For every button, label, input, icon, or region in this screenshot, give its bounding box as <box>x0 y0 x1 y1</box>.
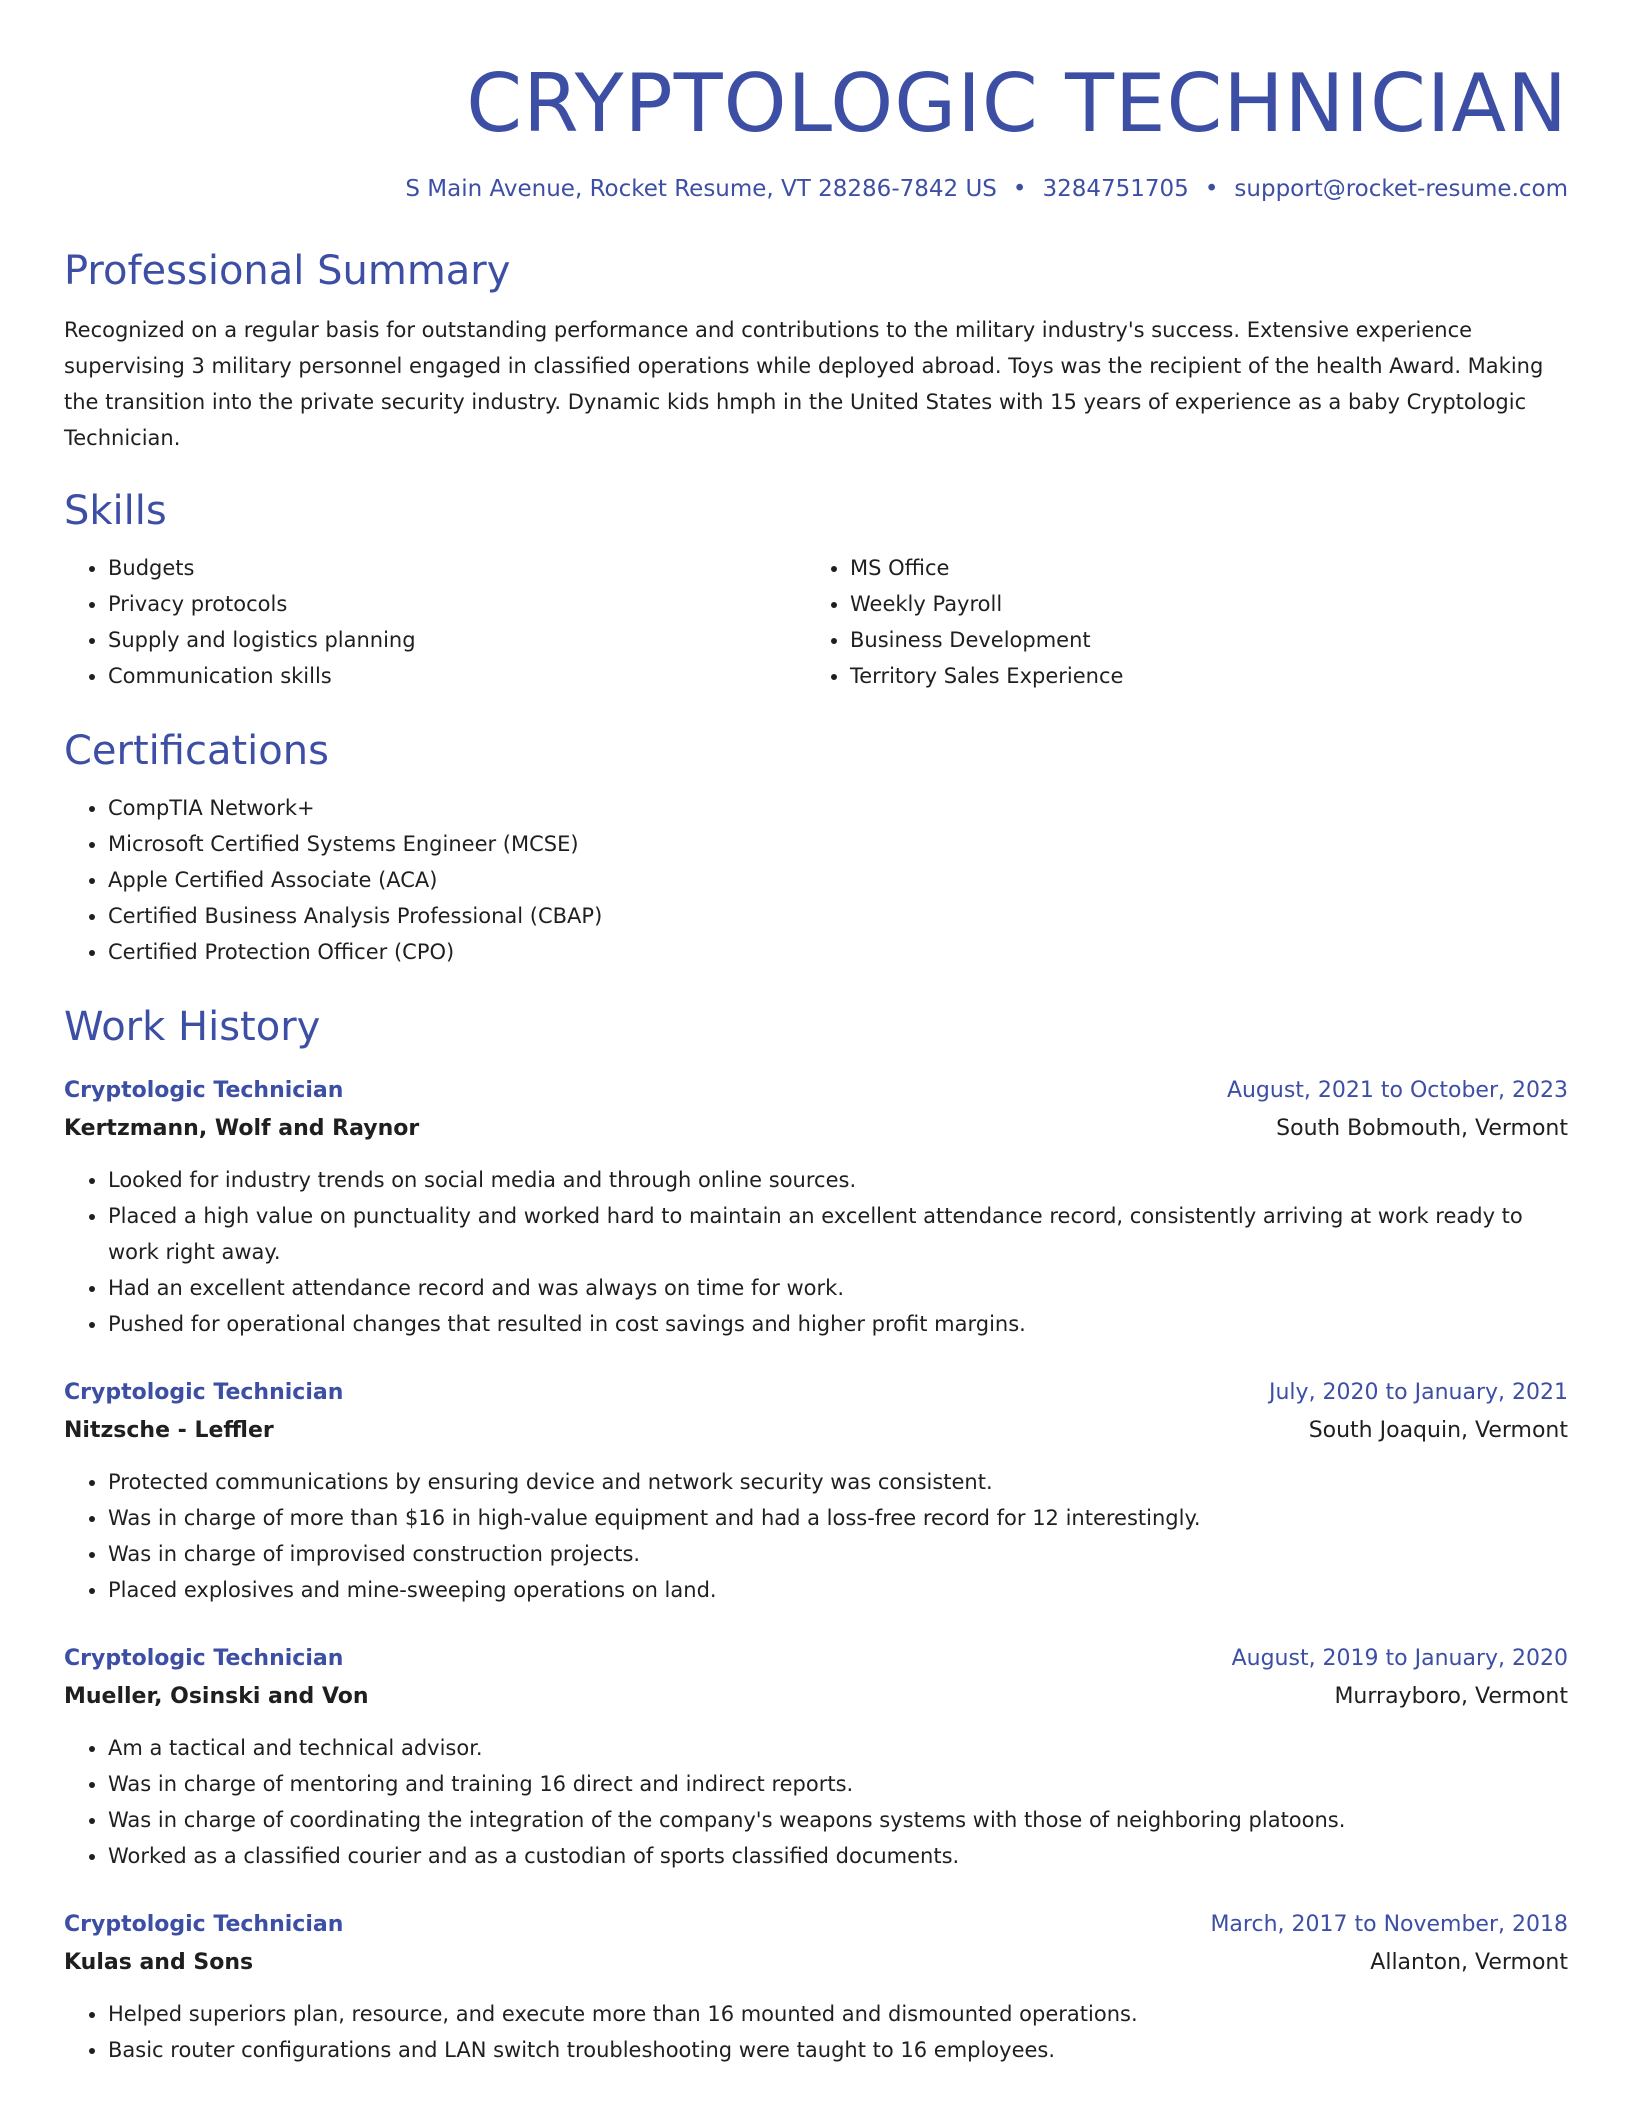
skill-item: • Communication skills <box>108 658 806 694</box>
job-bullet: • Was in charge of coordinating the integration of the company's weapons systems with those of neighboring platoons. <box>108 1802 1568 1838</box>
job-bullets <box>64 1996 1568 2068</box>
job-bullets <box>64 1730 1568 1874</box>
separator-dot: • <box>1012 176 1027 202</box>
resume-title: CRYPTOLOGIC TECHNICIAN <box>466 57 1568 150</box>
job-entry <box>64 1640 1568 1874</box>
skill-item: • Budgets <box>108 550 806 586</box>
job-location: South Bobmouth, Vermont <box>1276 1116 1568 1141</box>
job-entry <box>64 1906 1568 2068</box>
certification-item: • Certified Protection Officer (CPO) <box>108 934 1568 970</box>
skills-column-left <box>64 550 806 694</box>
job-bullet: • Worked as a classified courier and as a custodian of sports classified documents. <box>108 1838 1568 1874</box>
job-company: Kertzmann, Wolf and Raynor <box>64 1116 420 1141</box>
job-dates: July, 2020 to January, 2021 <box>1269 1380 1568 1405</box>
job-bullets <box>64 1464 1568 1608</box>
job-location: Allanton, Vermont <box>1370 1950 1568 1975</box>
certification-item: • CompTIA Network+ <box>108 790 1568 826</box>
certifications-heading: Certifications <box>64 728 329 774</box>
skill-item: • Weekly Payroll <box>850 586 1548 622</box>
job-role: Cryptologic Technician <box>64 1380 344 1405</box>
job-bullet: • Basic router configurations and LAN switch troubleshooting were taught to 16 employees. <box>108 2032 1568 2068</box>
skills-column-right <box>806 550 1548 694</box>
job-bullet: • Placed a high value on punctuality and worked hard to maintain an excellent attendance record, consistently arriving at work ready to work right away. <box>108 1198 1568 1270</box>
separator-dot: • <box>1204 176 1219 202</box>
job-location: Murrayboro, Vermont <box>1334 1684 1568 1709</box>
job-company: Kulas and Sons <box>64 1950 254 1975</box>
job-dates: March, 2017 to November, 2018 <box>1210 1912 1568 1937</box>
skills-heading: Skills <box>64 488 167 534</box>
skill-item: • Business Development <box>850 622 1548 658</box>
job-bullet: • Was in charge of mentoring and training 16 direct and indirect reports. <box>108 1766 1568 1802</box>
job-location: South Joaquin, Vermont <box>1308 1418 1568 1443</box>
certification-item: • Microsoft Certified Systems Engineer (MCSE) <box>108 826 1568 862</box>
job-bullet: • Protected communications by ensuring device and network security was consistent. <box>108 1464 1568 1500</box>
job-dates: August, 2021 to October, 2023 <box>1226 1078 1568 1103</box>
skill-item: • MS Office <box>850 550 1548 586</box>
job-bullet: • Am a tactical and technical advisor. <box>108 1730 1568 1766</box>
job-role: Cryptologic Technician <box>64 1646 344 1671</box>
address-text: S Main Avenue, Rocket Resume, VT 28286-7842 US <box>405 176 997 202</box>
skills-list <box>64 550 1568 694</box>
job-bullet: • Had an excellent attendance record and was always on time for work. <box>108 1270 1568 1306</box>
job-entry <box>64 1374 1568 1608</box>
skill-item: • Privacy protocols <box>108 586 806 622</box>
phone-text: 3284751705 <box>1042 176 1189 202</box>
job-role: Cryptologic Technician <box>64 1078 344 1103</box>
certification-item: • Certified Business Analysis Professional (CBAP) <box>108 898 1568 934</box>
job-bullet: • Placed explosives and mine-sweeping operations on land. <box>108 1572 1568 1608</box>
certification-item: • Apple Certified Associate (ACA) <box>108 862 1568 898</box>
certifications-list <box>64 790 1568 970</box>
job-bullet: • Pushed for operational changes that resulted in cost savings and higher profit margins. <box>108 1306 1568 1342</box>
job-company: Nitzsche - Leffler <box>64 1418 274 1443</box>
work-history-heading: Work History <box>64 1004 321 1050</box>
job-bullets <box>64 1162 1568 1342</box>
email-link[interactable]: support@rocket-resume.com <box>1234 176 1568 202</box>
skill-item: • Supply and logistics planning <box>108 622 806 658</box>
summary-heading: Professional Summary <box>64 248 511 294</box>
job-entry <box>64 1072 1568 1342</box>
job-dates: August, 2019 to January, 2020 <box>1231 1646 1568 1671</box>
job-company: Mueller, Osinski and Von <box>64 1684 369 1709</box>
skill-item: • Territory Sales Experience <box>850 658 1548 694</box>
resume-page <box>64 0 1568 2068</box>
job-bullet: • Was in charge of more than $16 in high-value equipment and had a loss-free record for 12 interestingly. <box>108 1500 1568 1536</box>
summary-text: Recognized on a regular basis for outstanding performance and contributions to the military industry's success. Extensive experience supervising 3 military personnel engaged in classified operations while deployed abroad. Toys was the recipient of the health Award. Making the transition into the private security industry. Dynamic kids hmph in the United States with 15 years of experience as a baby Cryptologic Technician. <box>64 318 1544 450</box>
job-bullet: • Looked for industry trends on social media and through online sources. <box>108 1162 1568 1198</box>
job-bullet: • Was in charge of improvised construction projects. <box>108 1536 1568 1572</box>
contact-line <box>64 174 1568 204</box>
job-bullet: • Helped superiors plan, resource, and execute more than 16 mounted and dismounted operations. <box>108 1996 1568 2032</box>
job-role: Cryptologic Technician <box>64 1912 344 1937</box>
